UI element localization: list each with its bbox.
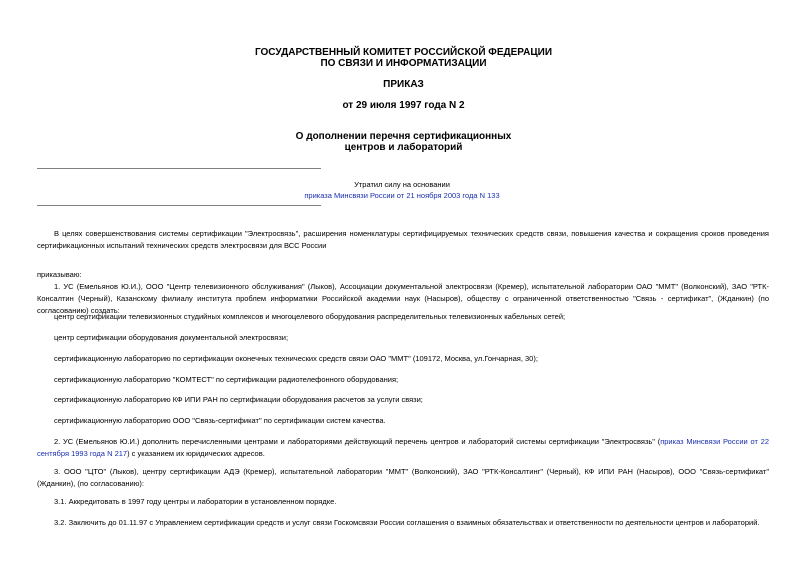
item-1-paragraph: 1. УС (Емельянов Ю.И.), ООО "Центр телевизионного обслуживания" (Лыков), Ассоциации документальной электросвязи (Кремер), испытательной лаборатории ОАО "ММТ" (Волконский), ЗАО "РТК-Консалтин (Черный), Казанскому филиалу института проблем информатики Российской академии наук (Насыров), обществу с ограниченной ответственностью "Связь - сертификат", (Жданкин) (по согласованию) создать: xyxy=(37,282,769,315)
item-3-1-paragraph: 3.1. Аккредитовать в 1997 году центры и лаборатории в установленном порядке. xyxy=(54,497,337,506)
list-item: сертификационную лабораторию по сертификации оконечных технических средств связи ОАО "ММТ" (109172, Москва, ул.Гончарная, 30); xyxy=(54,354,538,363)
list-item: сертификационную лабораторию ООО "Связь-сертификат" по сертификации систем качества. xyxy=(54,416,386,425)
org-name-line2: ПО СВЯЗИ И ИНФОРМАТИЗАЦИИ xyxy=(320,58,487,69)
item-3-paragraph: 3. ООО "ЦТО" (Лыков), центру сертификации АДЭ (Кремер), испытательной лаборатории "ММТ" (Волконский), ЗАО "РТК-Консалтинг" (Черный), КФ ИПИ РАН (Насыров), ООО "Связь-сертификат" (Жданкин), (по согласованию): xyxy=(37,467,769,488)
item-2-link[interactable]: приказ Минсвязи России от 22 сентября 1993 года N 217 xyxy=(37,437,769,458)
item-2-paragraph xyxy=(37,436,769,460)
status-note-text: Утратил силу на основании xyxy=(354,180,450,189)
item-2-text-end: ) с указанием их юридических адресов. xyxy=(127,449,265,458)
divider-bottom xyxy=(37,205,321,206)
item-3-2-paragraph: 3.2. Заключить до 01.11.97 с Управлением сертификации средств и услуг связи Госкомсвязи России соглашения о взаимных обязательствах и ответственности по деятельности центров и лабораторий. xyxy=(54,518,760,527)
list-item: центр сертификации оборудования документальной электросвязи; xyxy=(54,333,289,342)
list-item: сертификационную лабораторию КФ ИПИ РАН по сертификации оборудования расчетов за услуги связи; xyxy=(54,395,423,404)
divider-top xyxy=(37,168,321,169)
document-date-number: от 29 июля 1997 года N 2 xyxy=(342,100,465,111)
order-word: приказываю: xyxy=(37,270,82,279)
document-type: ПРИКАЗ xyxy=(383,79,424,90)
org-name-line1: ГОСУДАРСТВЕННЫЙ КОМИТЕТ РОССИЙСКОЙ ФЕДЕРАЦИИ xyxy=(254,47,553,58)
list-item: центр сертификации телевизионных студийных комплексов и многоцелевого оборудования распределительных телевизионных кабельных сетей; xyxy=(54,312,566,321)
list-item: сертификационную лабораторию "КОМТЕСТ" по сертификации радиотелефонного оборудования; xyxy=(54,375,399,384)
item-2-text-start: 2. УС (Емельянов Ю.И.) дополнить перечисленными центрами и лабораториями действующий перечень центров и лабораторий системы сертификации "Электросвязь" ( xyxy=(54,437,661,446)
status-note-link[interactable]: приказа Минсвязи России от 21 ноября 2003 года N 133 xyxy=(304,191,500,200)
preamble-paragraph: В целях совершенствования системы сертификации "Электросвязь", расширения номенклатуры сертифицируемых технических средств связи, повышения качества и сокращения сроков проведения сертификационных испытаний технических средств электросвязи для ВСС России xyxy=(37,229,769,250)
document-title-line1: О дополнении перечня сертификационных xyxy=(295,131,512,142)
document-title-line2: центров и лабораторий xyxy=(344,142,463,153)
